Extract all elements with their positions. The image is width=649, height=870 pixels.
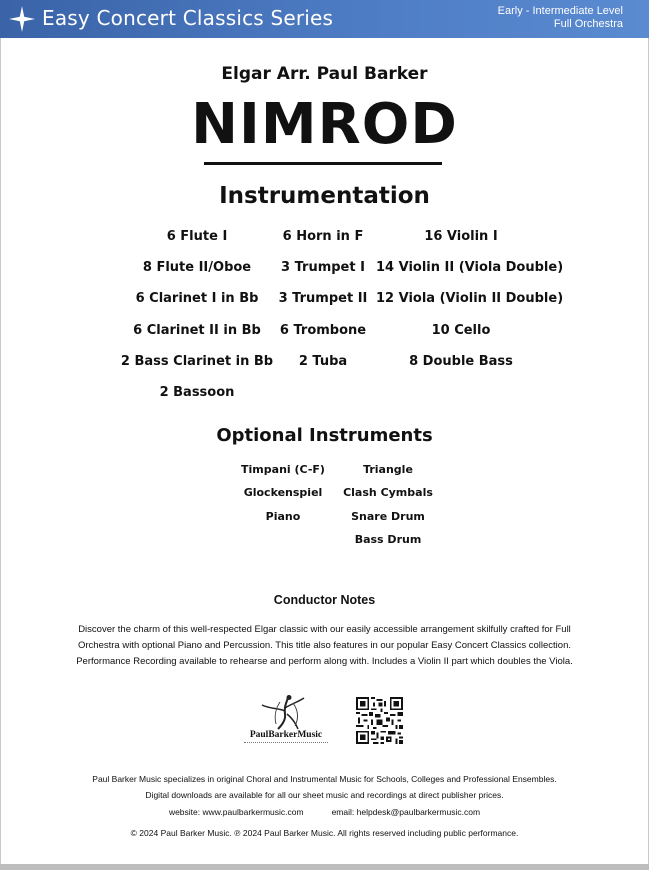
optional-column-2 <box>338 462 438 555</box>
conductor-logo-icon <box>258 694 314 730</box>
instrument-item: 3 Trumpet I <box>281 260 365 276</box>
instrumentation-heading: Instrumentation <box>219 183 430 209</box>
instrument-item: 6 Clarinet I in Bb <box>135 291 259 307</box>
optional-instrument-item: Glockenspiel <box>243 486 323 500</box>
optional-column-1 <box>233 462 333 532</box>
website-link[interactable]: website: www.paulbarkermusic.com <box>168 807 304 817</box>
footer-contact <box>0 807 649 817</box>
series-title: Easy Concert Classics Series <box>42 6 334 30</box>
page-bottom-edge <box>0 864 649 870</box>
logo-brand-name: PaulBarkerMusic <box>249 730 323 740</box>
conductor-notes-body: Discover the charm of this well-respected Elgar classic with our easily accessible arrangement skilfully crafted for Full Orchestra with optional Piano and Percussion. This title also features in our popular Easy Concert Classics collection. Performance Recording available to rehearse and perform along with. Includes a Violin II part which doubles the Viola. <box>76 624 573 667</box>
conductor-notes-heading: Conductor Notes <box>273 593 376 607</box>
instrumentation-column-woodwinds <box>118 228 276 415</box>
optional-instrument-item: Snare Drum <box>351 509 425 523</box>
optional-instrument-item: Timpani (C-F) <box>241 463 325 476</box>
logo-tagline-rule <box>244 742 328 745</box>
instrument-item: 10 Cello <box>431 322 491 338</box>
instrument-item: 2 Bass Clarinet in Bb <box>120 353 274 369</box>
optional-instrument-item: Bass Drum <box>354 532 422 546</box>
footer-about: Paul Barker Music specializes in original Choral and Instrumental Music for Schools, Colleges and Professional Ensembles. <box>92 774 557 784</box>
composer-credit: Elgar Arr. Paul Barker <box>221 64 428 84</box>
title-underline <box>204 162 442 165</box>
ensemble-label: Full Orchestra <box>553 18 623 30</box>
footer-downloads: Digital downloads are available for all our sheet music and recordings at direct publisher prices. <box>145 790 504 800</box>
instrument-item: 12 Viola (Violin II Double) <box>376 291 564 307</box>
instrument-item: 16 Violin I <box>424 229 498 244</box>
email-link[interactable]: email: helpdesk@paulbarkermusic.com <box>331 807 481 817</box>
qr-code-icon <box>356 697 403 744</box>
optional-instrument-item: Piano <box>265 509 301 523</box>
publisher-logo <box>240 694 332 750</box>
instrument-item: 6 Clarinet II in Bb <box>133 322 261 338</box>
footer-copyright: © 2024 Paul Barker Music. ℗ 2024 Paul Barker Music. All rights reserved including public performance. <box>130 828 519 838</box>
instrument-item: 6 Flute I <box>166 229 228 244</box>
optional-instruments-heading: Optional Instruments <box>216 425 433 446</box>
instrument-item: 2 Bassoon <box>159 384 235 400</box>
instrument-item: 6 Trombone <box>279 322 367 338</box>
instrument-item: 2 Tuba <box>298 353 348 369</box>
series-banner <box>0 0 649 38</box>
instrument-item: 8 Flute II/Oboe <box>142 260 252 276</box>
instrument-item: 8 Double Bass <box>409 353 513 369</box>
optional-instrument-item: Clash Cymbals <box>343 486 433 500</box>
instrumentation-column-strings <box>376 228 564 384</box>
level-label: Early - Intermediate Level <box>497 5 623 17</box>
optional-instrument-item: Triangle <box>363 463 413 476</box>
level-info <box>498 5 623 31</box>
instrument-item: 6 Horn in F <box>282 229 364 244</box>
instrument-item: 3 Trumpet II <box>278 291 368 307</box>
piece-title: NIMROD <box>191 92 458 157</box>
instrument-item: 14 Violin II (Viola Double) <box>376 260 564 276</box>
instrumentation-column-brass <box>272 228 374 384</box>
star-icon <box>8 5 36 33</box>
